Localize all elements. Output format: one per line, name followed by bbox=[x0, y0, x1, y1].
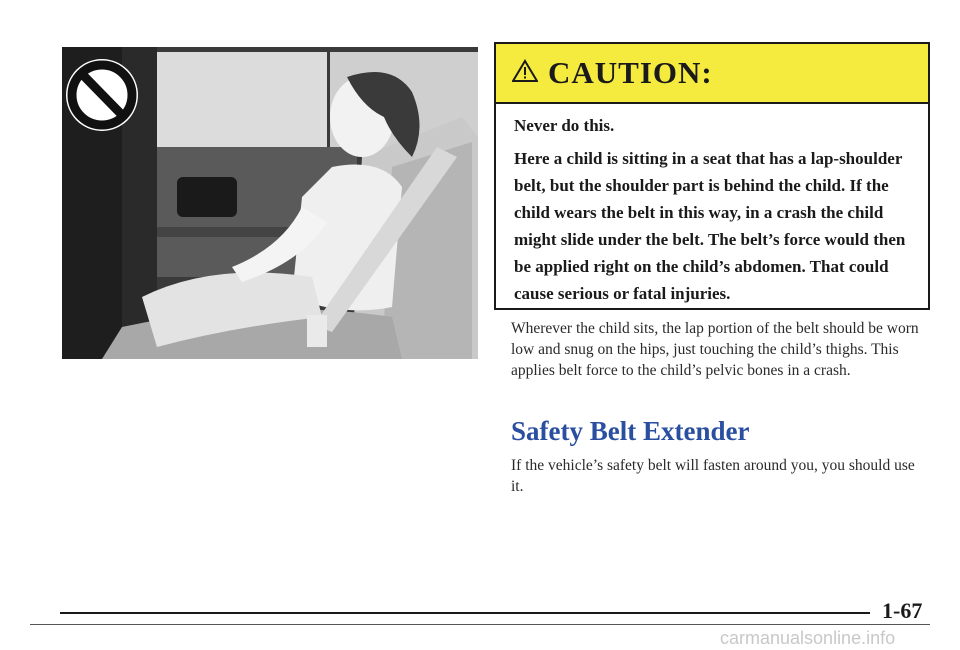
watermark: carmanualsonline.info bbox=[720, 628, 896, 648]
body-paragraph-1: Wherever the child sits, the lap portion of the belt should be worn low and snug on the hips, just touching the child’s thighs. This applies belt force to the child’s pelvic bones in a crash. bbox=[511, 320, 919, 379]
body-paragraph-2: If the vehicle’s safety belt will fasten around you, you should use it. bbox=[511, 457, 915, 495]
caution-body bbox=[496, 104, 928, 307]
caution-title: CAUTION: bbox=[548, 55, 713, 90]
illustration-child-belt-misuse bbox=[62, 47, 478, 359]
footer-rule bbox=[60, 612, 870, 614]
page-number: 1-67 bbox=[882, 598, 923, 623]
section-heading: Safety Belt Extender bbox=[511, 416, 750, 446]
footer-rule-thin bbox=[30, 624, 930, 625]
caution-box bbox=[494, 42, 930, 310]
caution-line-1: Never do this. bbox=[514, 116, 615, 135]
caution-line-2: Here a child is sitting in a seat that has a lap-shoulder belt, but the shoulder part is behind the child. If the child wears the belt in this way, in a crash the child might slide under the belt. The belt’s force would then be applied right on the child’s abdomen. That could cause serious or fatal injuries. bbox=[514, 149, 906, 303]
warning-triangle-icon bbox=[512, 59, 538, 88]
caution-header bbox=[496, 44, 928, 104]
illustration-svg bbox=[62, 47, 478, 359]
